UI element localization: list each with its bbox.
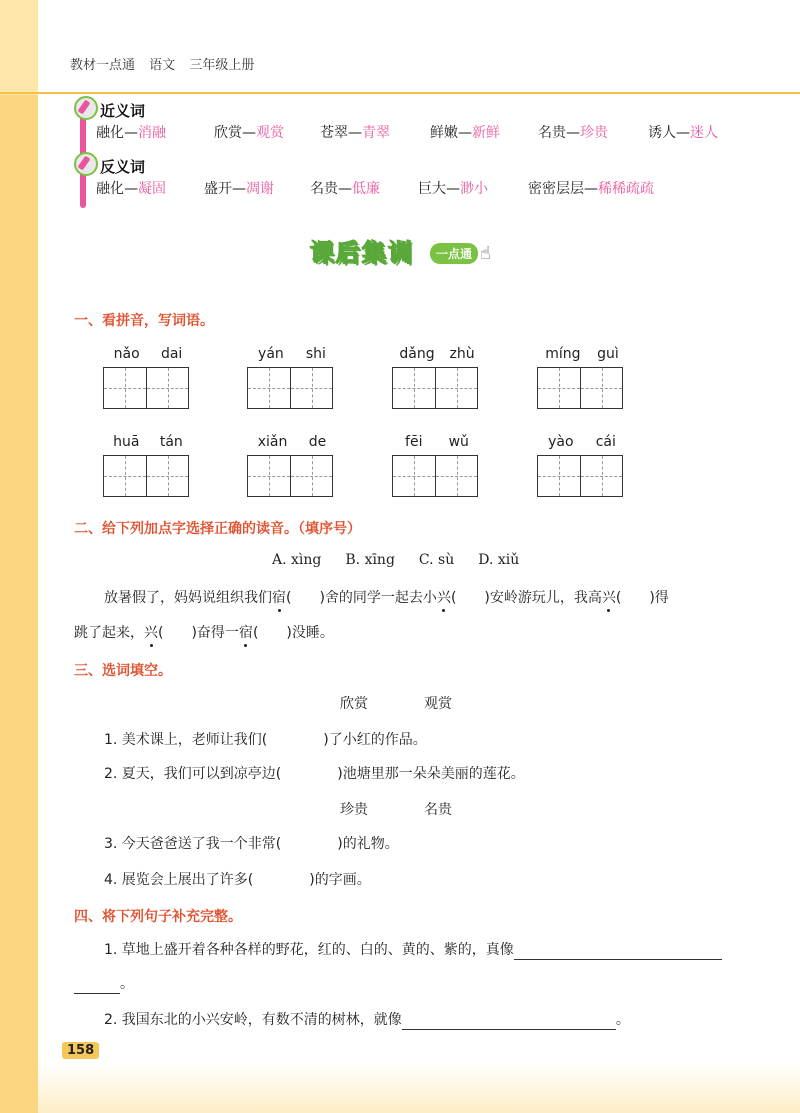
writing-grid[interactable] (103, 367, 189, 409)
banner-subtitle: 一点通 (430, 243, 478, 264)
word-pair: 欣赏— 观赏 (214, 125, 284, 141)
pencil-icon (74, 96, 98, 120)
question-2-title: 二、给下列加点字选择正确的读音。（填序号） (74, 521, 361, 537)
option: C. sù (418, 552, 455, 568)
writing-grid[interactable] (392, 455, 478, 497)
q4-sentence-1: 1. 草地上盛开着各种各样的野花，红的、白的、黄的、紫的，真像 (104, 940, 722, 960)
pinyin-item: yào cái (537, 434, 627, 497)
word-pair: 盛开— 凋谢 (204, 181, 274, 197)
book-name: 教材一点通 (70, 58, 136, 73)
question-4-title: 四、将下列句子补充完整。 (74, 909, 242, 925)
dotted-char: 兴 (144, 625, 158, 641)
grade: 三年级上册 (189, 58, 255, 73)
word-pair: 诱人— 迷人 (648, 125, 718, 141)
word-pair: 融化— 凝固 (96, 181, 166, 197)
dotted-char: 兴 (601, 590, 616, 606)
pinyin-item: xiǎn de (247, 434, 337, 497)
writing-grid[interactable] (247, 455, 333, 497)
pinyin-item: dǎng zhù (392, 346, 482, 409)
writing-grid[interactable] (537, 455, 623, 497)
header-rule (0, 92, 800, 94)
q2-line-1: 放暑假了，妈妈说组织我们宿( )舍的同学一起去小兴( )安岭游玩儿，我高兴( )得 (104, 590, 669, 606)
word-choices-1: 欣赏 观赏 (340, 696, 452, 712)
practice-banner (302, 231, 502, 271)
dotted-char: 兴 (436, 590, 451, 606)
q4-sentence-2: 2. 我国东北的小兴安岭，有数不清的树林，就像 。 (104, 1012, 630, 1028)
word-pair: 融化— 消融 (96, 125, 166, 141)
pencil-icon (74, 152, 98, 176)
word-pair: 苍翠— 青翠 (320, 125, 390, 141)
word-choices-2: 珍贵 名贵 (340, 802, 452, 818)
writing-grid[interactable] (392, 367, 478, 409)
left-decor-band (0, 95, 38, 1113)
q4-sentence-1-cont: 。 (74, 974, 134, 994)
word-pair: 名贵— 珍贵 (538, 125, 608, 141)
pinyin-item: yán shi (247, 346, 337, 409)
q3-sentence-1: 1. 美术课上，老师让我们( )了小红的作品。 (104, 732, 427, 748)
pinyin-item: míng guì (537, 346, 627, 409)
answer-options (272, 552, 519, 568)
q3-sentence-3: 3. 今天爸爸送了我一个非常( )的礼物。 (104, 836, 399, 852)
q2-line-2: 跳了起来，兴( )奋得一宿( )没睡。 (74, 625, 334, 641)
answer-blank[interactable] (402, 1015, 616, 1030)
answer-blank[interactable] (514, 945, 722, 960)
answer-blank[interactable] (74, 979, 120, 994)
pinyin-item: fēi wǔ (392, 434, 482, 497)
synonyms-row (96, 122, 718, 142)
bottom-decor-strip (38, 1063, 800, 1113)
q3-sentence-2: 2. 夏天，我们可以到凉亭边( )池塘里那一朵朵美丽的莲花。 (104, 766, 525, 782)
question-1-title: 一、看拼音，写词语。 (74, 313, 214, 329)
q3-sentence-4: 4. 展览会上展出了许多( )的字画。 (104, 872, 371, 888)
antonyms-row (96, 178, 654, 198)
antonyms-title: 反义词 (100, 158, 146, 176)
word-pair: 巨大— 渺小 (418, 181, 488, 197)
page-header (70, 54, 264, 73)
word-pair: 鲜嫩— 新鲜 (430, 125, 500, 141)
writing-grid[interactable] (247, 367, 333, 409)
page-number: 158 (62, 1042, 99, 1059)
dotted-char: 宿 (272, 590, 286, 606)
word-pair: 名贵— 低廉 (310, 181, 380, 197)
banner-title: 课后集训 (310, 239, 414, 267)
word-pair: 密密层层— 稀稀疏疏 (528, 181, 654, 197)
subject: 语文 (149, 58, 176, 73)
option: B. xīng (345, 552, 395, 568)
writing-grid[interactable] (537, 367, 623, 409)
pointing-hand-icon: ☝ (480, 243, 491, 264)
synonyms-title: 近义词 (100, 102, 146, 120)
question-3-title: 三、选词填空。 (74, 663, 172, 679)
pinyin-item: nǎo dai (103, 346, 193, 409)
option: A. xìng (272, 552, 322, 568)
pinyin-item: huā tán (103, 434, 193, 497)
option: D. xiǔ (478, 552, 520, 568)
dotted-char: 宿 (238, 625, 253, 641)
writing-grid[interactable] (103, 455, 189, 497)
